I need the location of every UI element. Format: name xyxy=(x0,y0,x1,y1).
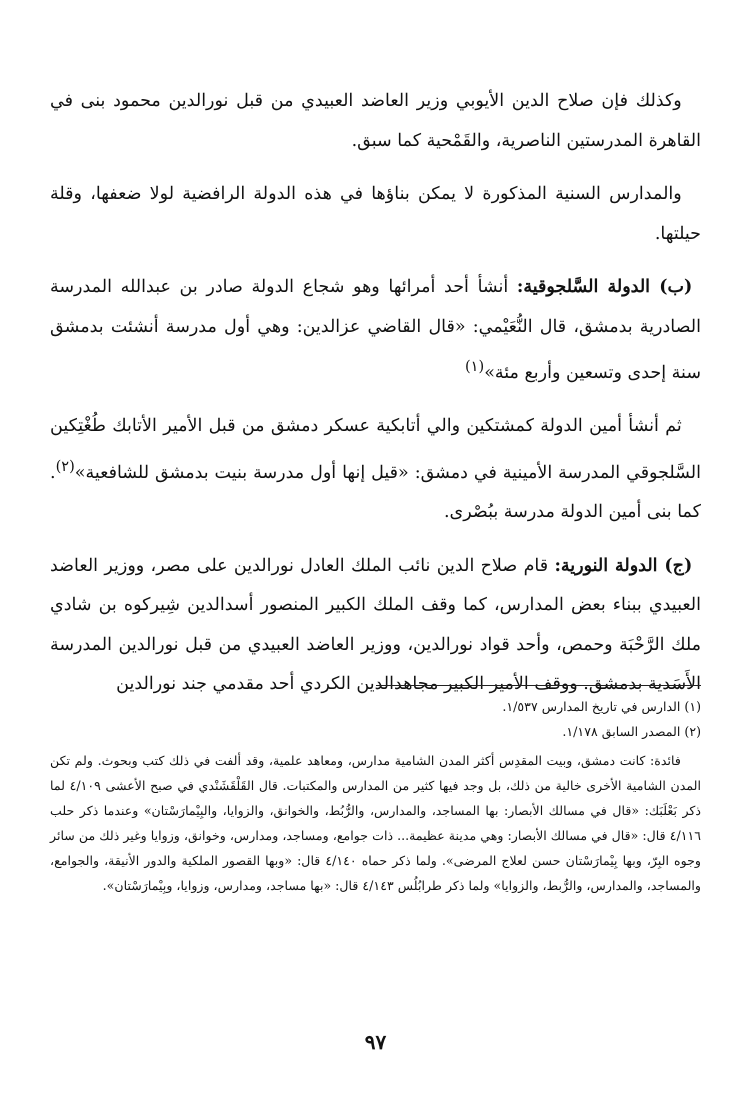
paragraph-seljuk xyxy=(50,268,701,393)
footnote-1: (١) الدارس في تاريخ المدارس ١/٥٣٧. xyxy=(502,699,701,714)
nuri-text: قام صلاح الدين نائب الملك العادل نورالدين على مصر، ووزير العاضد العبيدي ببناء بعض المدارس، كما وقف الملك الكبير المنصور أسدالدين شِيركوه بن شادي ملك الرَّحْبَة وحمص، وأحد قواد نورالدين، ووزير العاضد العبيدي من قبل نورالدين المدرسة الأَسَدية بدمشق. ووقف الأمير الكبير مجاهدالدين الكردي أحد مقدمي جند نورالدين xyxy=(50,555,701,695)
section-heading-nuri: (ج) الدولة النورية: xyxy=(554,555,693,576)
main-text xyxy=(50,82,701,719)
paragraph-4 xyxy=(50,407,701,532)
footnote-divider xyxy=(376,685,701,686)
paragraph-1: وكذلك فإن صلاح الدين الأيوبي وزير العاضد العبيدي من قبل نورالدين محمود بنى في القاهرة المدرستين الناصرية، والقَمْحية كما سبق. xyxy=(50,91,701,151)
paragraph-4-text: ثم أنشأ أمين الدولة كمشتكين والي أتابكية عسكر دمشق من قبل الأمير الأتابك طُغْتِكين السَّلجوقي المدرسة الأمينية في دمشق: «قيل إنها أول مدرسة بنيت بدمشق للشافعية» xyxy=(50,416,701,483)
footnote-benefit: فائدة: كانت دمشق، وبيت المقدِس أكثر المدن الشامية مدارس، ومعاهد علمية، وقد ألفت في ذلك كتب وبحوث. ولم تكن المدن الشامية الأخرى خالية من ذلك، بل وجد فيها كثير من المدارس والمكتبات. قال القَلْقَشَنْدي في صبح الأعشى ٤/١٠٩ لما ذكر بَعْلَبَك: «قال في مسالك الأبصار: بها المساجد، والمدارس، والرُّبُط، والخوانق، والزوايا، والبِيْمارَسْتان» وعندما ذكر حلب ٤/١١٦ قال: «قال في مسالك الأبصار: وهي مدينة عظيمة... ذات جوامع، ومساجد، ومدارس، وخوانق، وزوايا وغير ذلك من سائر وجوه البِرّ، وبها بِيْمارَسْتان حسن لعلاج المرضى». ولما ذكر حماه ٤/١٤٠ قال: «وبها القصور الملكية والدور الأنيقة، والجوامع، والمساجد، والمدارس، والرُّبط، والزوايا» ولما ذكر طرابُلُس ٤/١٤٣ قال: «بها مساجد، ومدارس، وزوايا، وبِيْمارَسْتان». xyxy=(50,753,701,893)
paragraph-4-tail: . كما بنى أمين الدولة مدرسة ببُصْرى. xyxy=(50,462,701,523)
section-heading-seljuk: (ب) الدولة السَّلجوقية: xyxy=(516,277,693,297)
footnote-2: (٢) المصدر السابق ١/١٧٨. xyxy=(562,724,701,739)
seljuk-text: أنشأ أحد أمرائها وهو شجاع الدولة صادر بن عبدالله المدرسة الصادرية بدمشق، قال النُّعَيْمي: «قال القاضي عزالدين: وهي أول مدرسة أنشئت بدمشق سنة إحدى وتسعين وأربع مئة» xyxy=(50,277,701,383)
paragraph-nuri xyxy=(50,547,701,705)
page-number: ٩٧ xyxy=(364,1030,387,1054)
footnote-marker-2: (٢) xyxy=(55,457,75,475)
footnote-marker-1: (١) xyxy=(464,358,485,375)
footnotes xyxy=(50,694,701,898)
paragraph-2: والمدارس السنية المذكورة لا يمكن بناؤها في هذه الدولة الرافضية لولا ضعفها، وقلة حيلتها. xyxy=(50,184,701,244)
